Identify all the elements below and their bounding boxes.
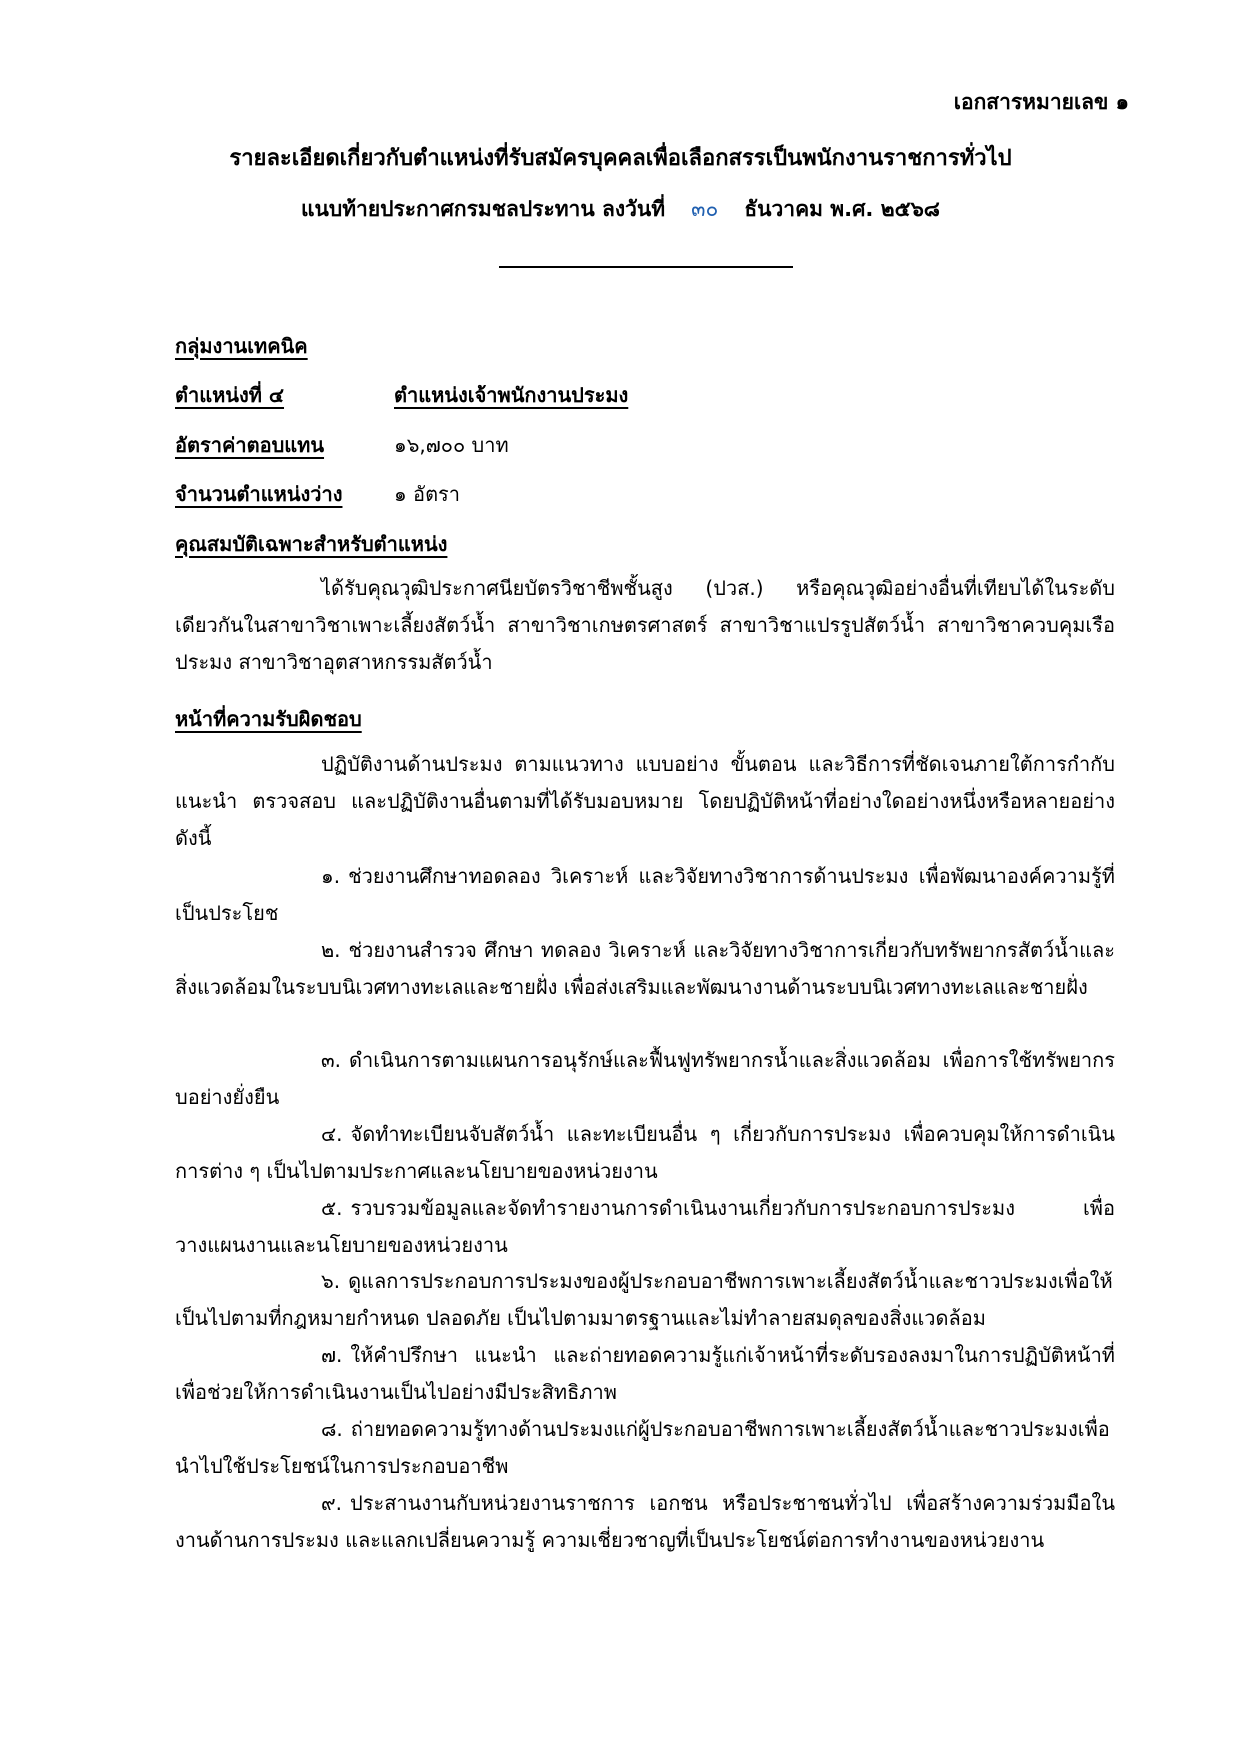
duty-text: ถ่ายทอดความรู้ทางด้านประมงแก่ผู้ประกอบอาชีพการเพาะเลี้ยงสัตว์น้ำและชาวประมงเพื่อนำไปใช้ประโยชน์ในการประกอบอาชีพ: [175, 1417, 1110, 1478]
document-subtitle: [0, 193, 1241, 226]
duty-item: [175, 1411, 1115, 1485]
position-label: ตำแหน่งที่ ๔: [175, 383, 285, 407]
duty-number: ๖.: [321, 1269, 341, 1293]
duty-text: จัดทำทะเบียนจับสัตว์น้ำ และทะเบียนอื่น ๆ เกี่ยวกับการประมง เพื่อควบคุมให้การดำเนินการต่าง ๆ เป็นไปตามประกาศและนโยบายของหน่วยงาน: [175, 1122, 1115, 1183]
document-number: เอกสารหมายเลข ๑: [953, 90, 1129, 114]
duty-text: ช่วยงานสำรวจ ศึกษา ทดลอง วิเคราะห์ และวิจัยทางวิชาการเกี่ยวกับทรัพยากรสัตว์น้ำและสิ่งแวดล้อมในระบบนิเวศทางทะเลและชายฝั่ง เพื่อส่งเสริมและพัฒนางานด้านระบบนิเวศทางทะเลและชายฝั่ง: [175, 938, 1115, 999]
duties-intro-paragraph: ปฏิบัติงานด้านประมง ตามแนวทาง แบบอย่าง ขั้นตอน และวิธีการที่ชัดเจนภายใต้การกำกับ แนะนำ ตรวจสอบ และปฏิบัติงานอื่นตามที่ได้รับมอบหมาย โดยปฏิบัติหน้าที่อย่างใดอย่างหนึ่งหรือหลายอย่าง ดังนี้: [175, 752, 1115, 850]
duty-number: ๙.: [321, 1491, 343, 1515]
subtitle-suffix: ธันวาคม พ.ศ. ๒๕๖๘: [744, 197, 940, 221]
duty-item: [175, 858, 1115, 932]
group-heading: กลุ่มงานเทคนิค: [175, 334, 308, 358]
duty-number: ๗.: [321, 1343, 343, 1367]
duty-item: [175, 1337, 1115, 1411]
vacancy-label: จำนวนตำแหน่งว่าง: [175, 482, 343, 506]
duty-item: [175, 1190, 1115, 1264]
duty-text: ดำเนินการตามแผนการอนุรักษ์และฟื้นฟูทรัพยากรน้ำและสิ่งแวดล้อม เพื่อการใช้ทรัพยากรบอย่างยั่งยืน: [175, 1048, 1115, 1109]
duty-text: ให้คำปรึกษา แนะนำ และถ่ายทอดความรู้แก่เจ้าหน้าที่ระดับรองลงมาในการปฏิบัติหน้าที่เพื่อช่วยให้การดำเนินงานเป็นไปอย่างมีประสิทธิภาพ: [175, 1343, 1115, 1404]
document-title: รายละเอียดเกี่ยวกับตำแหน่งที่รับสมัครบุคคลเพื่อเลือกสรรเป็นพนักงานราชการทั่วไป: [229, 146, 1012, 171]
duty-text: ดูแลการประกอบการประมงของผู้ประกอบอาชีพการเพาะเลี้ยงสัตว์น้ำและชาวประมงเพื่อให้เป็นไปตามที่กฎหมายกำหนด ปลอดภัย เป็นไปตามมาตรฐานและไม่ทำลายสมดุลของสิ่งแวดล้อม: [175, 1269, 1113, 1330]
announcement-day: ๓๐: [691, 197, 719, 221]
duty-text: รวบรวมข้อมูลและจัดทำรายงานการดำเนินงานเกี่ยวกับการประกอบการประมง เพื่อวางแผนงานและนโยบายของหน่วยงาน: [175, 1196, 1115, 1257]
duty-number: ๒.: [321, 938, 341, 962]
qualification-heading: คุณสมบัติเฉพาะสำหรับตำแหน่ง: [175, 532, 448, 556]
title-divider: [499, 266, 793, 268]
duty-item: [175, 1263, 1115, 1337]
duty-number: ๓.: [321, 1048, 342, 1072]
salary-value: ๑๖,๗๐๐ บาท: [394, 433, 509, 457]
duty-number: ๔.: [321, 1122, 343, 1146]
duty-text: ประสานงานกับหน่วยงานราชการ เอกชน หรือประชาชนทั่วไป เพื่อสร้างความร่วมมือในงานด้านการประมง และแลกเปลี่ยนความรู้ ความเชี่ยวชาญที่เป็นประโยชน์ต่อการทำงานของหน่วยงาน: [175, 1491, 1115, 1552]
vacancy-value: ๑ อัตรา: [394, 482, 461, 506]
duty-item: [175, 1116, 1115, 1190]
duty-item: [175, 932, 1115, 1006]
salary-label: อัตราค่าตอบแทน: [175, 433, 325, 457]
duty-number: ๑.: [321, 864, 341, 888]
qualification-paragraph: ได้รับคุณวุฒิประกาศนียบัตรวิชาชีพชั้นสูง (ปวส.) หรือคุณวุฒิอย่างอื่นที่เทียบได้ในระดับเดียวกันในสาขาวิชาเพาะเลี้ยงสัตว์น้ำ สาขาวิชาเกษตรศาสตร์ สาขาวิชาแปรรูปสัตว์น้ำ สาขาวิชาควบคุมเรือประมง สาขาวิชาอุตสาหกรรมสัตว์น้ำ: [175, 576, 1115, 674]
subtitle-prefix: แนบท้ายประกาศกรมชลประทาน ลงวันที่: [300, 197, 666, 221]
duty-number: ๕.: [321, 1196, 343, 1220]
duty-number: ๘.: [321, 1417, 343, 1441]
position-name: ตำแหน่งเจ้าพนักงานประมง: [394, 383, 629, 407]
duty-text: ช่วยงานศึกษาทอดลอง วิเคราะห์ และวิจัยทางวิชาการด้านประมง เพื่อพัฒนาองค์ความรู้ที่เป็นประโยช: [175, 864, 1115, 925]
duty-item: [175, 1485, 1115, 1559]
duty-item: [175, 1042, 1115, 1116]
duties-heading: หน้าที่ความรับผิดชอบ: [175, 707, 362, 731]
